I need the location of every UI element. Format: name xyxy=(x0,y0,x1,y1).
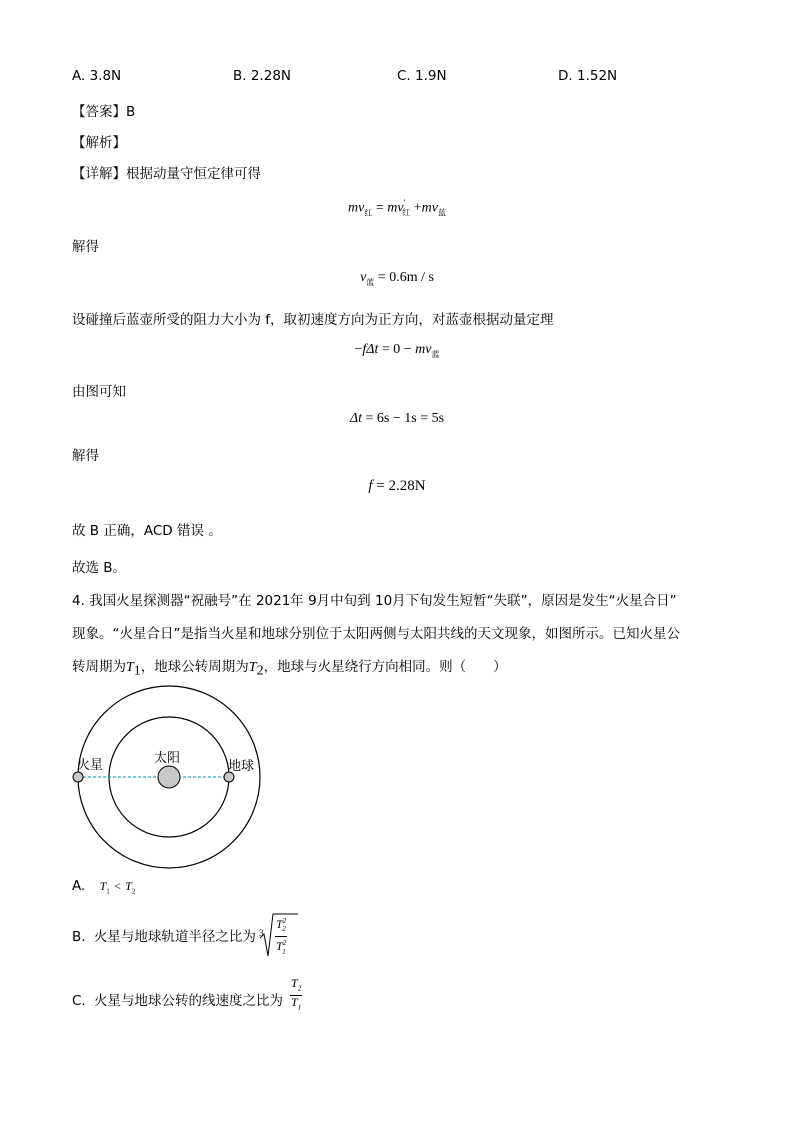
earth-label: 地球 xyxy=(228,759,255,774)
conclusion-text: 故 B 正确，ACD 错误 。 xyxy=(72,523,222,539)
q4-line-1: 4. 我国火星探测器“祝融号”在 2021年 9月中旬到 10月下旬发生短暂“失联”，原因是发生“火星合日” xyxy=(72,593,677,609)
prev-option-b: B. 2.28N xyxy=(233,68,292,84)
setup-text: 设碰撞后蓝壶所受的阻力大小为 f，取初速度方向为正方向，对蓝壶根据动量定理 xyxy=(72,312,554,328)
equation-friction-result: f = 2.28N xyxy=(368,478,426,494)
solve-label-1: 解得 xyxy=(72,239,99,255)
q4-line-2: 现象。“火星合日”是指当火星和地球分别位于太阳两侧与太阳共线的天文现象，如图所示。已知火星公 xyxy=(72,626,680,642)
mars-label: 火星 xyxy=(77,758,104,773)
from-figure-text: 由图可知 xyxy=(72,384,126,400)
prev-option-a: A. 3.8N xyxy=(72,68,122,84)
prev-option-d: D. 1.52N xyxy=(558,68,618,84)
answer-line: 【答案】B xyxy=(72,104,136,120)
option-c[interactable]: C. 火星与地球公转的线速度之比为 xyxy=(72,993,284,1009)
option-a[interactable]: A. $T_1 < T_2$ xyxy=(72,878,136,896)
solve-label-2: 解得 xyxy=(72,448,99,464)
equation-momentum-conservation: $mv_红 = mv'_红 +mv_蓝$ xyxy=(348,198,446,218)
choose-text: 故选 B。 xyxy=(72,560,127,576)
sun-body xyxy=(158,766,180,788)
equation-blue-velocity: $v_蓝 = 0.6m / s$ xyxy=(360,270,434,287)
sun-label: 太阳 xyxy=(154,751,181,766)
equation-delta-t: Δt = 6s − 1s = 5s xyxy=(349,411,445,426)
option-b-fraction: $\frac{T^2_2}{T^2_1}$ xyxy=(276,917,287,956)
equation-momentum-theorem: $-f\Delta t = 0 - mv_蓝$ xyxy=(354,342,440,359)
detail-intro: 【详解】根据动量守恒定律可得 xyxy=(72,166,261,182)
q4-line-3: 转周期为$T_1$，地球公转周期为$T_2$，地球与火星绕行方向相同。则（ ） xyxy=(72,659,507,679)
orbit-diagram xyxy=(70,685,270,875)
mars-body xyxy=(73,772,83,782)
prev-option-c: C. 1.9N xyxy=(397,68,447,84)
option-c-fraction: $\frac{T_2}{T_1}$ xyxy=(291,976,302,1012)
option-b[interactable]: B. 火星与地球轨道半径之比为 xyxy=(72,929,256,945)
analysis-label: 【解析】 xyxy=(72,135,126,151)
